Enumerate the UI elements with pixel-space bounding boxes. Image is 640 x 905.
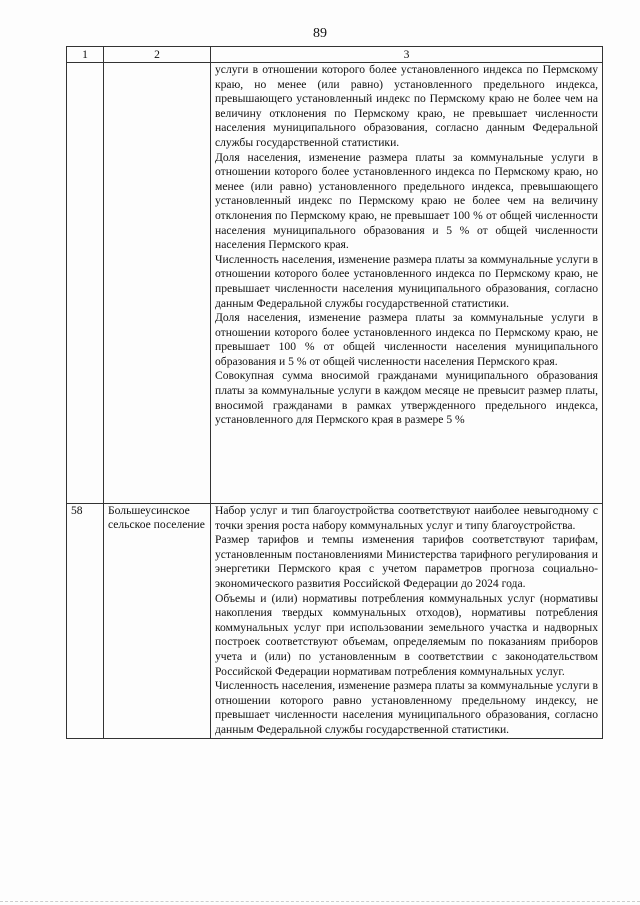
scan-edge-line <box>0 901 640 903</box>
table-row <box>67 63 603 504</box>
paragraph: Набор услуг и тип благоустройства соответствуют наиболее невыгодному с точки зрения роста набору коммунальных услуг и типу благоустройства. <box>215 504 598 532</box>
table-header-row <box>67 47 603 63</box>
page-number: 89 <box>313 26 327 41</box>
paragraph: услуги в отношении которого более установленного индекса по Пермскому краю, но менее (или равно) установленного предельного индекса, превышающего установленный индекс по Пермскому краю не более чем на величину отклонения по Пермскому краю, не превышает численности населения муниципального образования, согласно данным Федеральной службы государственной статистики. <box>215 63 598 149</box>
row-content <box>211 504 603 739</box>
row-number: 58 <box>67 504 104 739</box>
row-number <box>67 63 104 504</box>
paragraph: Доля населения, изменение размера платы за коммунальные услуги в отношении которого более установленного индекса по Пермскому краю, но менее (или равно) установленного предельного индекса, превышающего установленный индекс по Пермскому краю не более чем на величину отклонения по Пермскому краю, не превышает 100 % от общей численности населения муниципального образования и 5 % от общей численности населения Пермского края. <box>215 150 598 252</box>
row-content <box>211 63 603 504</box>
paragraph: Доля населения, изменение размера платы за коммунальные услуги в отношении которого более установленного индекса по Пермскому краю, не превышает 100 % от общей численности населения муниципального образования и 5 % от общей численности населения Пермского края. <box>215 311 598 368</box>
paragraph: Численность населения, изменение размера платы за коммунальные услуги в отношении которого равно установленному предельному индексу, не превышает численности населения муниципального образования, согласно данным Федеральной службы государственной статистики. <box>215 679 598 736</box>
header-col-3: 3 <box>211 47 603 63</box>
paragraph: Совокупная сумма вносимой гражданами муниципального образования платы за коммунальные услуги в каждом месяце не превысит размер платы, вносимой гражданами в рамках утвержденного предельного индекса, установленного для Пермского края в размере 5 % <box>215 369 598 427</box>
paragraph: Размер тарифов и темпы изменения тарифов соответствуют тарифам, установленным постановлениями Министерства тарифного регулирования и энергетики Пермского края с учетом параметров прогноза социально-экономического развития Российской Федерации до 2024 года. <box>215 533 598 590</box>
paragraph: Численность населения, изменение размера платы за коммунальные услуги в отношении которого более установленного индекса по Пермскому краю, не превышает численности населения муниципального образования, согласно данным Федеральной службы государственной статистики. <box>215 252 598 310</box>
paragraph: Объемы и (или) нормативы потребления коммунальных услуг (нормативы накопления твердых коммунальных отходов), нормативы потребления коммунальных услуг при использовании земельного участка и надворных построек соответствуют объемам, определяемым по показаниям приборов учета и (или) по установленным в соответствии с законодательством Российской Федерации нормативам потребления коммунальных услуг. <box>215 591 598 678</box>
header-col-1: 1 <box>67 47 104 63</box>
document-table <box>66 46 603 739</box>
row-name: Большеусинское сельское поселение <box>104 504 211 739</box>
row-name <box>104 63 211 504</box>
table-row <box>67 504 603 739</box>
header-col-2: 2 <box>104 47 211 63</box>
